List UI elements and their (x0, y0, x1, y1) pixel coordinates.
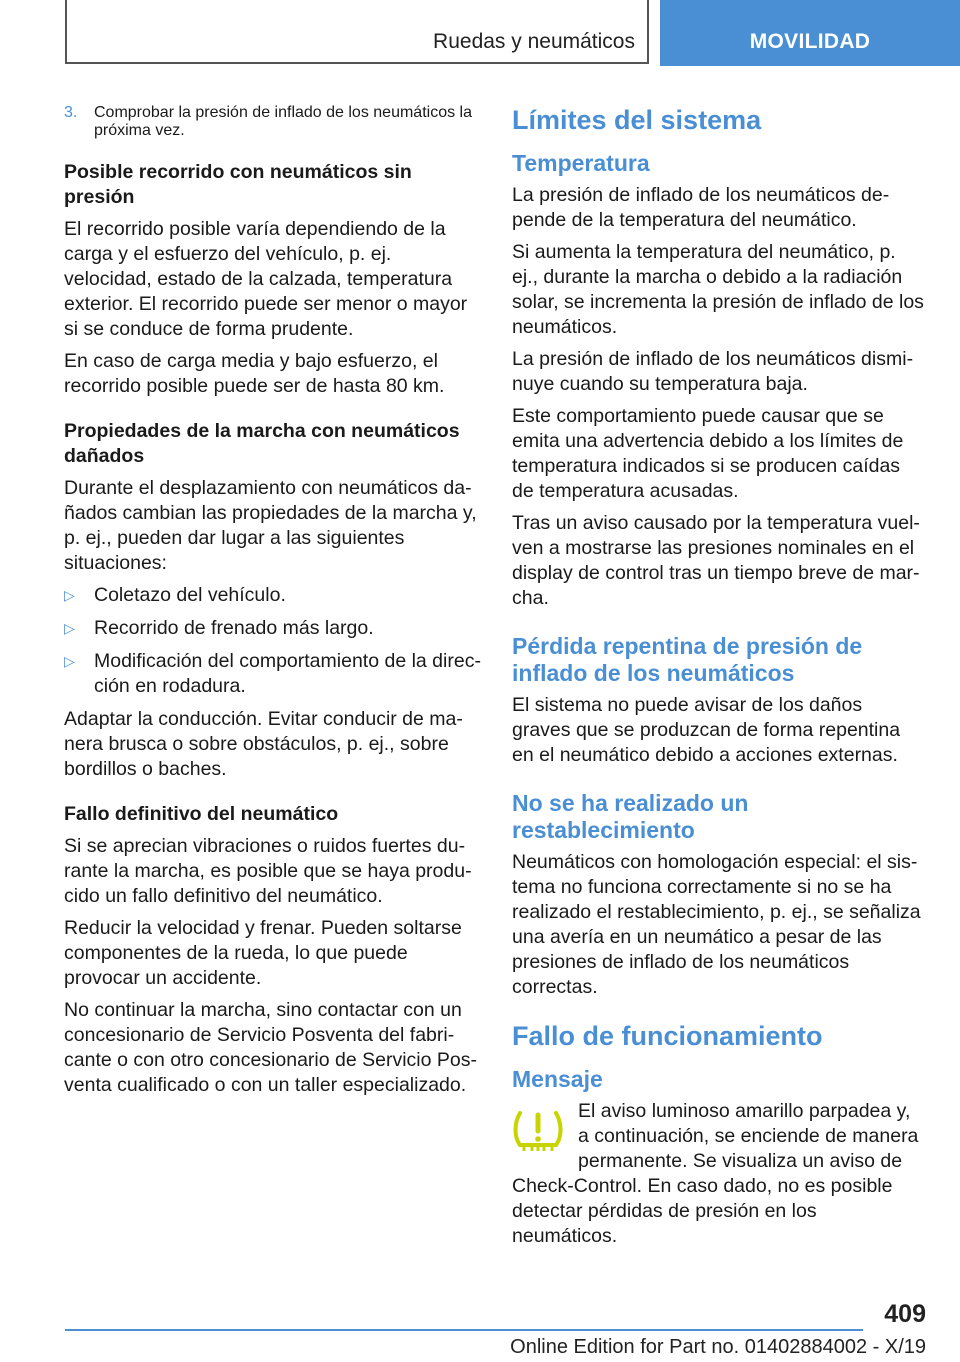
paragraph: En caso de carga media y bajo esfuerzo, el recorrido posible puede ser de hasta 80 km. (64, 350, 445, 397)
step-number: 3. (64, 104, 78, 121)
message-paragraph: El aviso luminoso amarillo parpadea y, a continuación, se enciende de manera permanente. Se visualiza un aviso de Check-Control. En caso dado, no es posible detectar pérdidas de presión en los neumáticos. (512, 1100, 919, 1247)
paragraph: No continuar la marcha, sino contactar con un concesionario de Servicio Posventa del fabricante o con otro concesionario de Servicio Posventa cualificado o con un taller especializado. (64, 999, 477, 1096)
icon-space (512, 1099, 578, 1173)
paragraph: Si se aprecian vibraciones o ruidos fuertes durante la marcha, es posible que se haya producido un fallo definitivo del neumático. (64, 835, 472, 907)
header-section-title: Ruedas y neumáticos (433, 30, 635, 53)
tire-pressure-warning-icon (512, 1109, 564, 1155)
paragraph: El sistema no puede avisar de los daños graves que se produzcan de forma repentina en el neumático debido a acciones externas. (512, 694, 901, 766)
paragraph: Neumáticos con homologación especial: el sistema no funciona correctamente si no se ha realizado el restablecimiento, p. ej., se señaliza una avería en un neumático a pesar de las presiones de inflado de los neumáticos correctas. (512, 851, 921, 998)
driving-properties-heading: Propiedades de la marcha con neumáticos dañados (64, 420, 460, 467)
header-chapter-tab (660, 0, 960, 66)
paragraph: Adaptar la conducción. Evitar conducir de manera brusca o sobre obstáculos, p. ej., sobre bordillos o baches. (64, 708, 463, 780)
paragraph: Tras un aviso causado por la temperatura vuelven a mostrarse las presiones nominales en el display de control tras un tiempo breve de marcha. (512, 512, 920, 609)
tire-failure-heading: Fallo definitivo del neumático (64, 803, 339, 825)
bullet-list (64, 583, 482, 699)
no-reset-heading: No se ha realizado un restablecimiento (512, 790, 749, 843)
possible-range-heading: Posible recorrido con neumáticos sin presión (64, 161, 412, 208)
page-number: 409 (884, 1300, 926, 1328)
paragraph: La presión de inflado de los neumáticos disminuye cuando su temperatura baja. (512, 348, 914, 395)
list-item-text: Coletazo del vehículo. (94, 584, 286, 606)
header-section-box (65, 0, 649, 64)
paragraph: Si aumenta la temperatura del neumático, p. ej., durante la marcha o debido a la radiación solar, se incrementa la presión de inflado de los neumáticos. (512, 241, 924, 338)
paragraph: Reducir la velocidad y frenar. Pueden soltarse componentes de la rueda, lo que puede provocar un accidente. (64, 917, 462, 989)
footer-divider (65, 1329, 863, 1331)
list-item-text: Modificación del comportamiento de la dirección en rodadura. (94, 650, 481, 697)
list-item (64, 649, 482, 699)
system-limits-title: Límites del sistema (512, 105, 762, 135)
temperature-heading: Temperatura (512, 150, 650, 176)
paragraph: La presión de inflado de los neumáticos depende de la temperatura del neumático. (512, 184, 890, 231)
list-item (64, 583, 482, 608)
paragraph: Durante el desplazamiento con neumáticos dañados cambian las propiedades de la marcha y, p. ej., pueden dar lugar a las siguientes situaciones: (64, 477, 477, 574)
right-column (512, 104, 924, 1256)
message-heading: Mensaje (512, 1066, 603, 1092)
malfunction-title: Fallo de funcionamiento (512, 1021, 823, 1051)
message-block (512, 1099, 924, 1249)
paragraph: El recorrido posible varía dependiendo de la carga y el esfuerzo del vehículo, p. ej. velocidad, estado de la calzada, temperatura exterior. El recorrido puede ser menor o mayor si se conduce de forma prudente. (64, 218, 468, 340)
step-3 (64, 104, 482, 140)
left-column (64, 104, 482, 1105)
triangle-bullet-icon: ▷ (64, 653, 75, 669)
triangle-bullet-icon: ▷ (64, 587, 75, 603)
paragraph: Este comportamiento puede causar que se emita una advertencia debido a los límites de temperatura indicados si se producen caídas de temperatura acusadas. (512, 405, 904, 502)
triangle-bullet-icon: ▷ (64, 620, 75, 636)
sudden-loss-heading: Pérdida repentina de presión de inflado de los neumáticos (512, 633, 863, 686)
header-chapter-title: MOVILIDAD (749, 30, 871, 53)
list-item-text: Recorrido de frenado más largo. (94, 617, 374, 639)
list-item (64, 616, 482, 641)
footer-edition: Online Edition for Part no. 01402884002 - X/19 (510, 1336, 926, 1358)
step-text: Comprobar la presión de inflado de los neumáticos la próxima vez. (94, 104, 472, 139)
